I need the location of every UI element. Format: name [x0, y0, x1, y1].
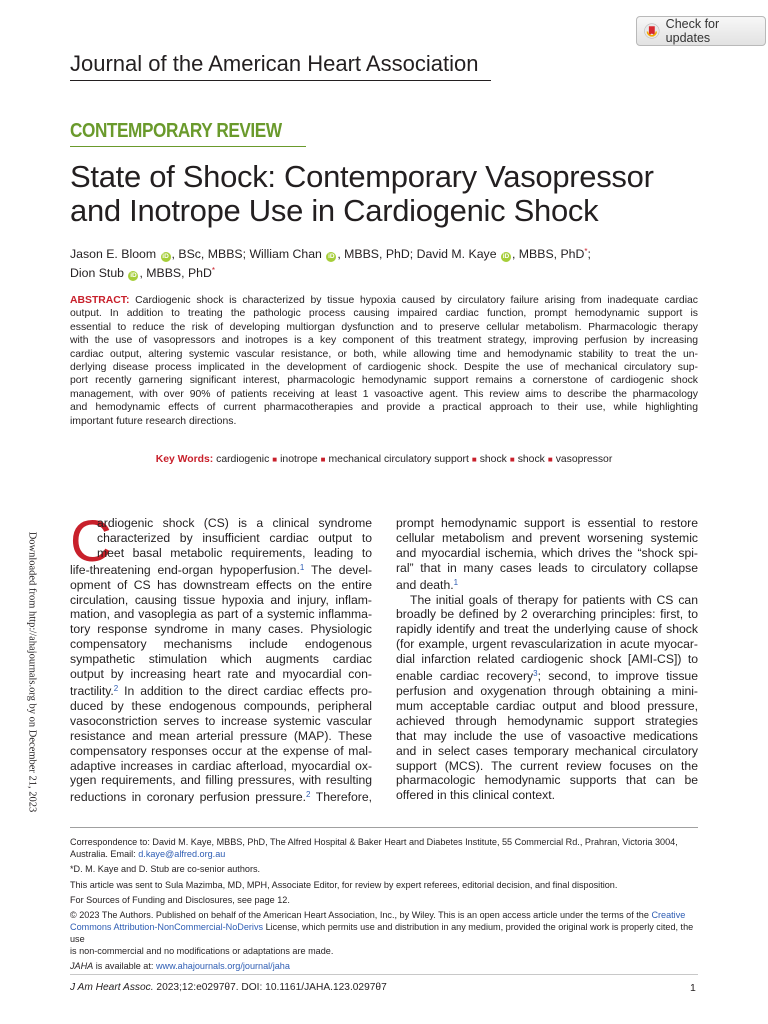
- author-separator: ;: [587, 247, 591, 261]
- body-line: prompt hemodynamic support is essential to restore: [396, 516, 698, 530]
- body-line: [396, 667, 698, 684]
- body-line: and myocardial ischemia, which drives the “shock spi-: [396, 545, 698, 560]
- page-number: 1: [690, 982, 696, 994]
- body-line: support (MCS). The current review focuses on the: [396, 758, 698, 773]
- body-line: achieved through hemodynamic support strategies: [396, 713, 698, 728]
- keywords-label: Key Words:: [155, 454, 214, 465]
- body-line: resistance and mean arterial pressure (MAP). These: [70, 728, 372, 743]
- author-text: , MBBS, PhD: [511, 247, 585, 261]
- author-text: , MBBS, PhD: [139, 265, 212, 280]
- keywords: [70, 454, 698, 465]
- co-senior-note: *D. M. Kaye and D. Stub are co-senior authors.: [70, 864, 261, 875]
- citation-link[interactable]: 3: [533, 669, 538, 679]
- title-line-1: State of Shock: Contemporary Vasopressor: [70, 159, 654, 194]
- footer-citation: [70, 982, 387, 993]
- journal-name: Journal of the American Heart Association: [70, 51, 479, 76]
- body-line: The initial goals of therapy for patients with CS can: [410, 592, 698, 607]
- check-for-updates-label: Check for updates: [665, 17, 720, 45]
- journal-abbrev: J Am Heart Assoc.: [70, 982, 154, 993]
- abstract-line: port recently garnering significant interest, pharmacologic hemodynamic support remains a cornerstone of cardiogenic shock: [70, 375, 698, 387]
- co-senior-star: *: [211, 265, 215, 275]
- correspondence-note: [70, 837, 698, 861]
- license-link[interactable]: Creative: [651, 910, 686, 921]
- abstract-label: ABSTRACT:: [70, 295, 130, 306]
- body-line: characterized by insufficient cardiac output to: [97, 530, 372, 545]
- body-line: mation, and vasoplegia as part of a systemic inflamma-: [70, 607, 372, 622]
- body-line: meet basal metabolic requirements, leading to: [97, 545, 372, 560]
- author-bloom[interactable]: Jason E. Bloom: [70, 247, 157, 261]
- footnote-divider: [70, 827, 698, 828]
- drop-cap: C: [70, 509, 112, 574]
- body-line: mum acceptable cardiac output and blood pressure,: [396, 698, 698, 713]
- download-watermark: [24, 518, 40, 826]
- body-line: [70, 682, 372, 699]
- body-column-2: [396, 516, 698, 803]
- abstract-line: essential to reduce the risk of developing multiorgan dysfunction and to preserve cellular metabolism. Pharmacologic therapy: [70, 321, 698, 333]
- keyword[interactable]: shock: [479, 454, 507, 465]
- footnote-text: Australia. Email:: [70, 848, 139, 859]
- body-text: enable cardiac recovery: [396, 669, 534, 684]
- orcid-icon[interactable]: iD: [162, 253, 169, 260]
- body-text: tractility.: [70, 683, 114, 698]
- keyword-separator-icon: [548, 455, 553, 464]
- footnote-text: License, which permits use and distribution in any medium, provided the original work is properly cited, the use: [70, 922, 694, 944]
- citation-link[interactable]: 2: [306, 790, 311, 800]
- abstract-line: with the use of vasopressors and inotropes is a key component of this treatment strategy, improving perfusion by increasing: [70, 335, 698, 347]
- body-line: [70, 561, 372, 578]
- body-line: ygen requirements, and filling pressures, with resulting: [70, 773, 372, 788]
- keyword[interactable]: mechanical circulatory support: [328, 454, 469, 465]
- body-text: and death.: [396, 577, 454, 592]
- title-line-2: and Inotrope Use in Cardiogenic Shock: [70, 193, 599, 228]
- body-column-1: [70, 509, 372, 805]
- citation-link[interactable]: 1: [453, 577, 459, 587]
- copyright-note: [70, 910, 698, 958]
- abstract-line: [70, 294, 698, 307]
- email-link[interactable]: d.kaye@alfred.org.au: [138, 848, 226, 859]
- body-line: compensatory responses occur at the expense of mal-: [70, 743, 372, 758]
- jaha-availability-note: [70, 961, 698, 973]
- keyword-separator-icon: [272, 455, 277, 464]
- body-text: In addition to the direct cardiac effects pro-: [118, 683, 372, 698]
- body-text: life-threatening end-organ hypoperfusion.: [70, 562, 300, 577]
- body-line: that may include the use of vasoactive medications: [396, 728, 698, 743]
- editor-note: This article was sent to Sula Mazimba, MD, MPH, Associate Editor, for review by expert referees, editorial decision, and final disposition.: [70, 879, 618, 890]
- body-line: tory response syndrome in many cases. Physiologic: [70, 622, 372, 637]
- section-underline: [70, 146, 306, 147]
- author-line-1: [70, 244, 700, 263]
- footnotes: [70, 837, 698, 976]
- body-line: ral” that in many cases leads to circulatory collapse: [396, 560, 698, 575]
- body-line: output by increasing heart rate and myocardial con-: [70, 667, 372, 682]
- author-text: , MBBS, PhD; David M. Kaye: [337, 247, 497, 261]
- orcid-icon[interactable]: iD: [502, 253, 510, 260]
- body-line: cellular metabolism and prevent worsening systemic: [396, 530, 698, 545]
- doi-text: 2023;12:e0297θ7. DOI: 10.1161/JAHA.123.0297θ7: [153, 982, 387, 993]
- body-line: compensatory mechanisms include endogenous: [70, 637, 372, 652]
- keyword-separator-icon: [321, 455, 326, 464]
- abstract: [70, 294, 698, 428]
- body-text: The devel-: [304, 562, 372, 577]
- section-label: CONTEMPORARY REVIEW: [70, 120, 282, 142]
- body-line: duced by these endogenous compounds, peripheral: [70, 698, 372, 713]
- author-line-2: [70, 263, 700, 282]
- body-text: Therefore,: [310, 790, 372, 805]
- body-text: ; second, to improve tissue: [537, 669, 698, 684]
- abstract-line: derlying disease process implicated in the development of cardiogenic shock. Despite the use of mechanical circulatory sup-: [70, 362, 698, 374]
- keyword[interactable]: inotrope: [280, 454, 318, 465]
- keyword[interactable]: cardiogenic: [216, 454, 270, 465]
- body-line: rapidly identify and treat the underlying cause of shock: [396, 622, 698, 637]
- body-line: sympathetic stimulation which augments cardiac: [70, 652, 372, 667]
- author-list: [70, 244, 700, 281]
- body-line: [70, 788, 372, 805]
- body-text: reductions in coronary perfusion pressure.: [70, 790, 307, 805]
- orcid-icon[interactable]: iD: [328, 253, 335, 260]
- abstract-line: output. In addition to treating the pathologic process causing impaired cardiac function, prompt hemodynamic support is: [70, 308, 698, 320]
- body-line: [396, 576, 698, 593]
- keyword-separator-icon: [472, 455, 477, 464]
- footnote-text: is available at:: [93, 961, 156, 972]
- footnote-text: Correspondence to: David M. Kaye, MBBS, PhD, The Alfred Hospital & Baker Heart and Diabetes Institute, 55 Commercial Rd., Prahran, Victoria 3004,: [70, 837, 678, 847]
- journal-underline: [70, 80, 491, 81]
- jaha-label: JAHA: [70, 961, 94, 972]
- download-watermark-text: Downloaded from http://ahajournals.org by on December 21, 2023: [26, 531, 38, 813]
- author-text: , BSc, MBBS; William Chan: [171, 247, 322, 261]
- abstract-line: important future research directions.: [70, 415, 237, 427]
- keyword-separator-icon: [510, 455, 515, 464]
- body-line: opment of CS has downstream effects on the entire: [70, 577, 372, 592]
- footer-divider: [70, 974, 698, 975]
- co-senior-star: *: [584, 247, 588, 256]
- check-updates-icon: [644, 23, 660, 39]
- funding-note: For Sources of Funding and Disclosures, see page 12.: [70, 894, 290, 905]
- jaha-url-link[interactable]: www.ahajournals.org/journal/jaha: [155, 961, 290, 972]
- body-line: (for example, urgent revascularization in acute myocar-: [396, 637, 698, 652]
- abstract-text: Cardiogenic shock is characterized by tissue hypoxia caused by circulatory failure arising from inadequate cardiac: [129, 295, 698, 306]
- orcid-icon[interactable]: iD: [130, 271, 137, 279]
- author-stub[interactable]: Dion Stub: [70, 265, 125, 280]
- body-line: vasoconstriction serves to increase systemic vascular: [70, 713, 372, 728]
- body-line: and in select cases temporary mechanical circulatory: [396, 743, 698, 758]
- body-line: pharmacologic hemodynamic supports that can be: [396, 773, 698, 788]
- keyword[interactable]: shock: [517, 454, 545, 465]
- body-line: dial infarction related cardiogenic shock [AMI-CS]) to: [396, 652, 698, 667]
- keyword[interactable]: vasopressor: [555, 454, 613, 465]
- footnote-text: is non-commercial and no modifications or adaptations are made.: [70, 945, 334, 956]
- citation-link[interactable]: 2: [113, 683, 119, 693]
- body-line: circulation, causing tissue hypoxia and injury, inflam-: [70, 592, 372, 607]
- article-title: [70, 160, 654, 228]
- body-line: adaptive increases in cardiac afterload, myocardial ox-: [70, 758, 372, 773]
- body-line: perfusion and oxygenation through obtaining a mini-: [396, 683, 698, 698]
- citation-link[interactable]: 1: [299, 562, 305, 572]
- body-line: ardiogenic shock (CS) is a clinical syndrome: [97, 516, 372, 530]
- check-for-updates-button[interactable]: [636, 16, 766, 46]
- abstract-line: cardiac output, altering systemic vascular resistance, or both, while allowing time and hemodynamic stability to treat the un-: [70, 348, 698, 360]
- abstract-line: management, with over 90% of patients receiving at least 1 vasoactive agent. This review aims to describe the pharmacology: [70, 388, 698, 400]
- footnote-text: © 2023 The Authors. Published on behalf of the American Heart Association, Inc., by Wiley. This is an open access article under the terms of the: [70, 910, 652, 921]
- body-line: offered in this clinical context.: [396, 788, 555, 803]
- body-line: broadly be defined by 2 overarching principles: first, to: [396, 607, 698, 622]
- abstract-line: and hemodynamic effects of current pharmacotherapies and provide a practical approach to their use, while highlighting: [70, 402, 698, 414]
- license-link[interactable]: Commons Attribution-NonCommercial-NoDerivs: [70, 922, 264, 932]
